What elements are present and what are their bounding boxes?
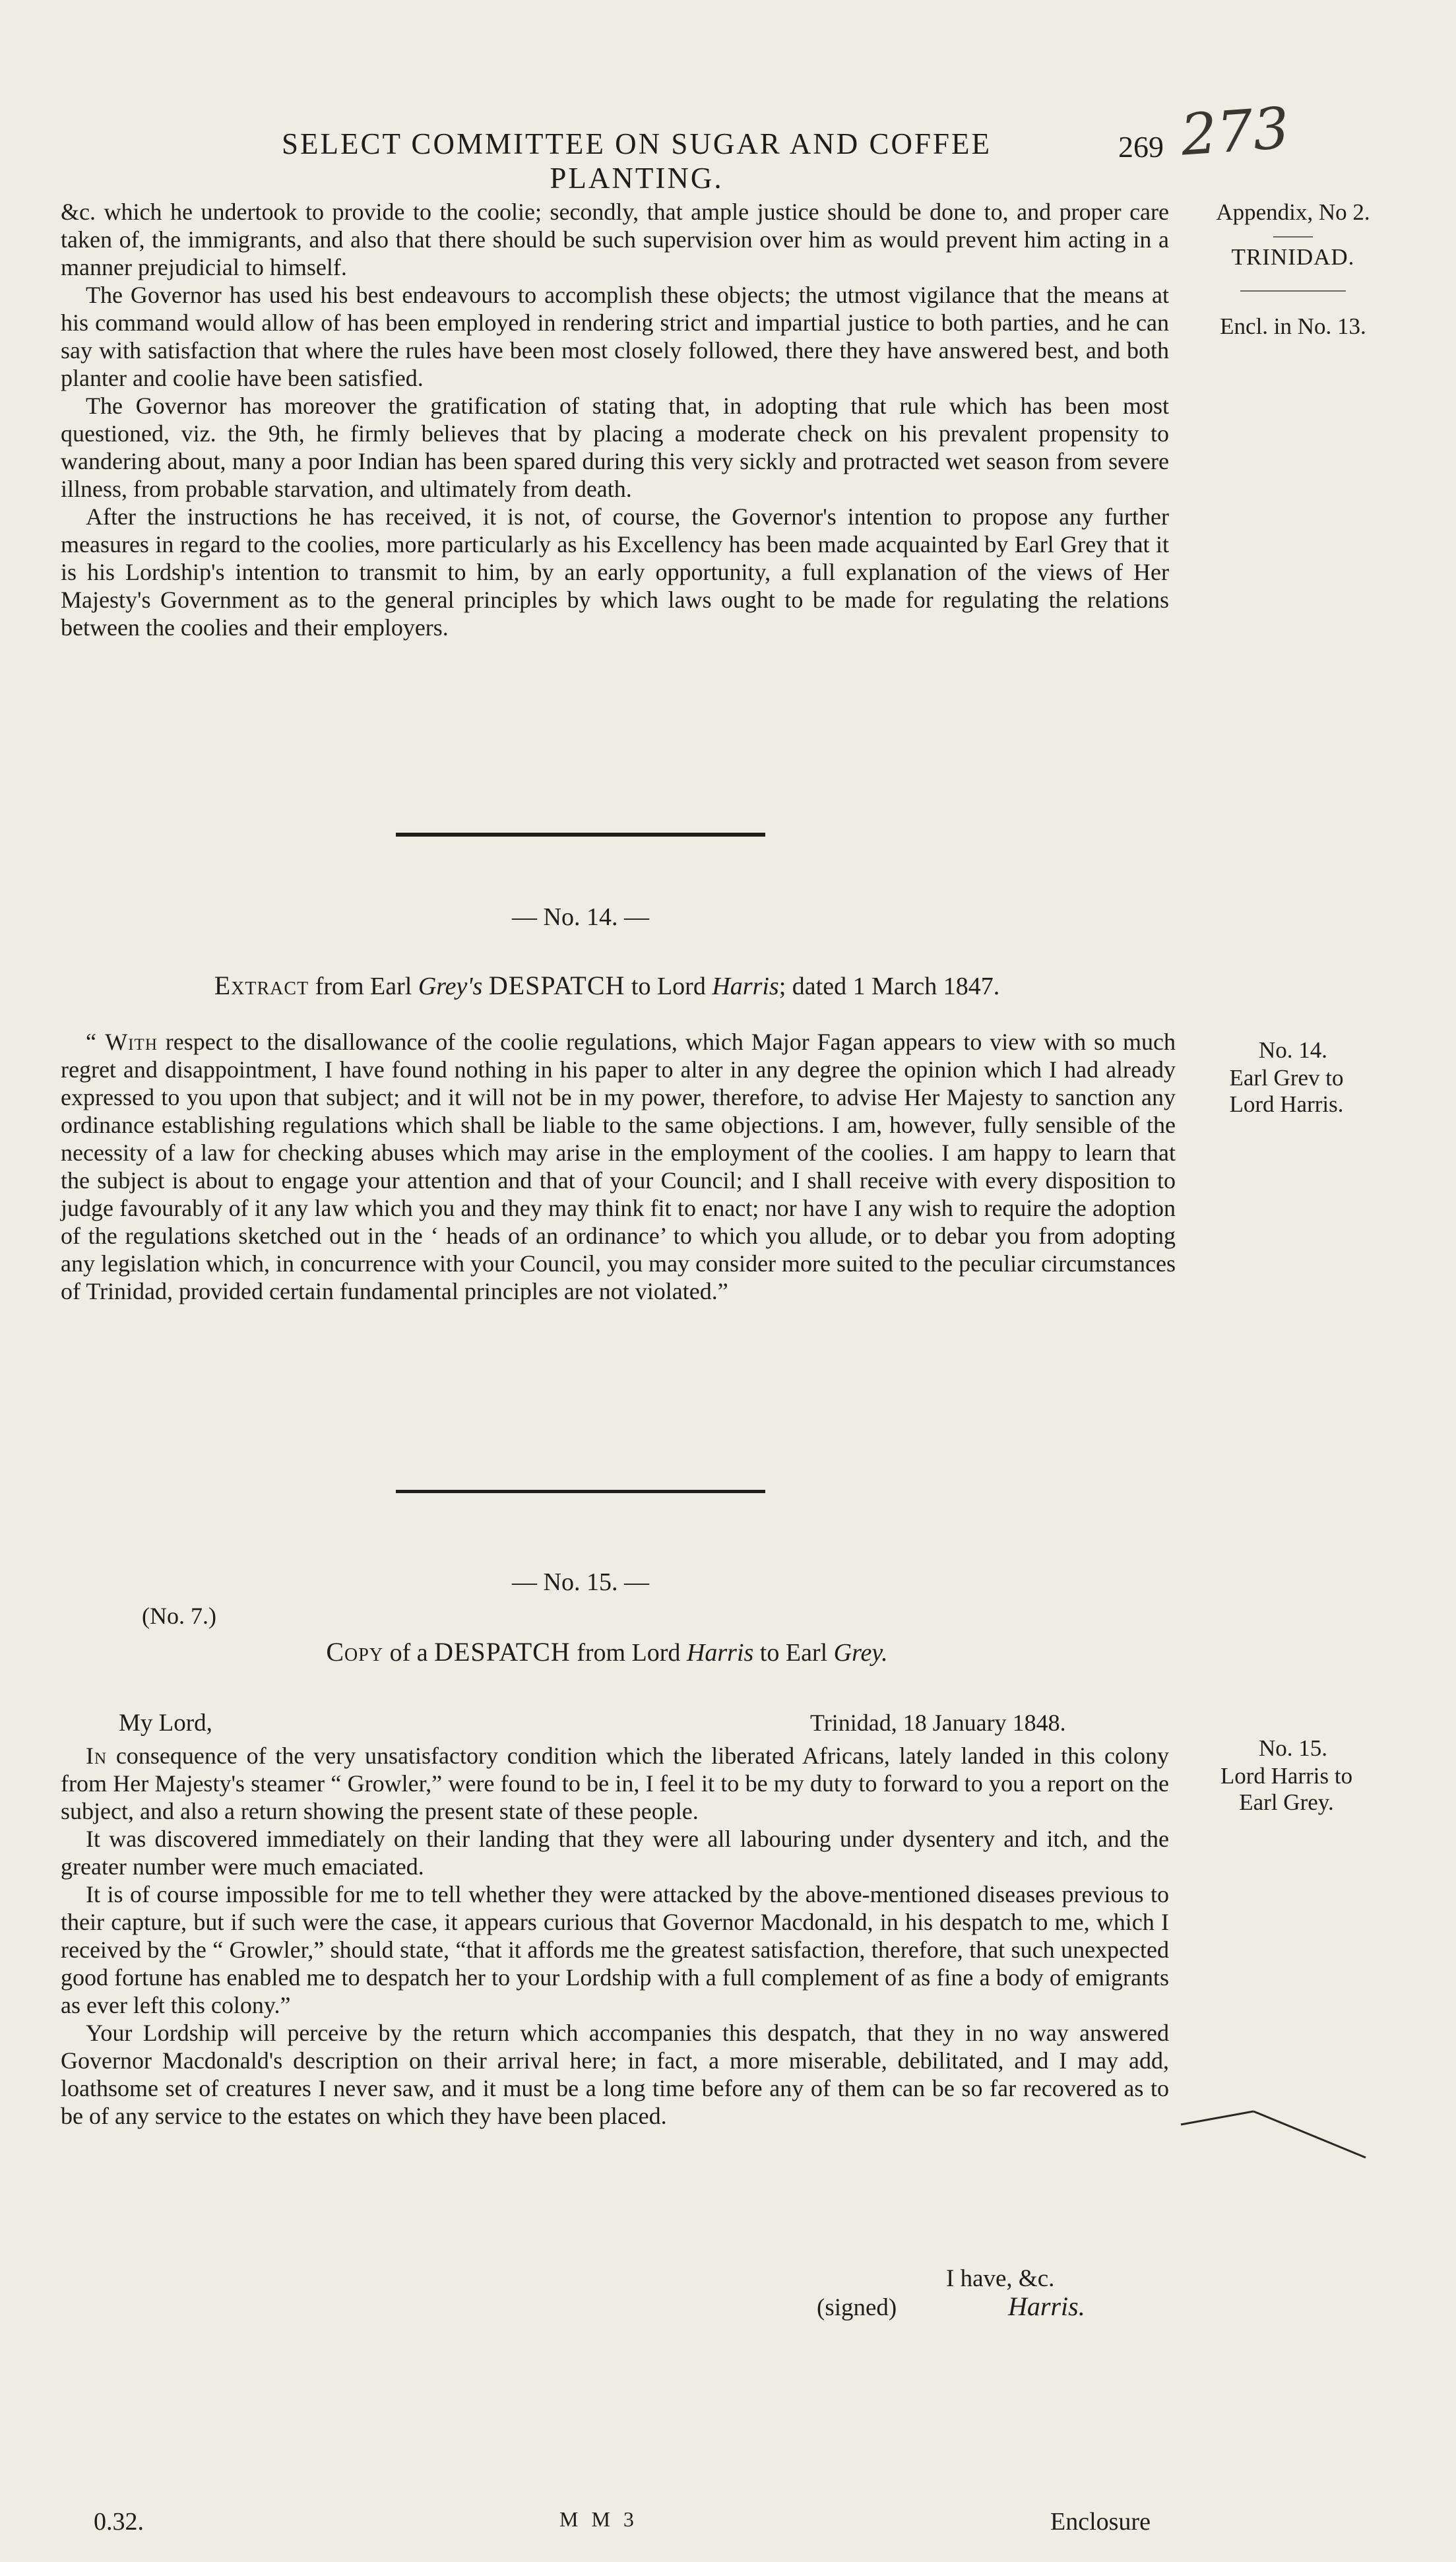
section-heading-no15: — No. 15. —	[512, 1568, 649, 1596]
no15-letter-body	[61, 1742, 1169, 2130]
margin-divider	[1273, 236, 1313, 238]
copy-word: Copy	[326, 1637, 384, 1667]
margin-appendix: Appendix, No 2.	[1216, 199, 1370, 225]
margin-no14-line2: Lord Harris.	[1229, 1091, 1344, 1117]
paragraph: After the instructions he has received, it is not, of course, the Governor's intention to propose any further measures in regard to the coolies, more particularly as his Excellency has been made acquainted by Earl Grey that it is his Lordship's intention to transmit to him, by an early opportunity, a full explanation of the views of Her Majesty's Government as to the general principles by which laws ought to be made for regulating the relations between the coolies and their employers.	[61, 503, 1169, 641]
para-lead: In	[86, 1743, 108, 1769]
title-despatch: DESPATCH	[434, 1637, 571, 1667]
footer-left: 0.32.	[94, 2508, 144, 2536]
section-heading-no14: — No. 14. —	[512, 903, 649, 931]
title-despatch: DESPATCH	[488, 971, 625, 1000]
salutation: My Lord,	[119, 1710, 212, 1737]
title-text: to Lord	[631, 973, 706, 1000]
letter-paragraph	[61, 1742, 1169, 1825]
title-text: from Lord	[577, 1639, 681, 1667]
no14-quote-block	[61, 1028, 1176, 1305]
margin-no14-line1: Earl Grev to	[1229, 1065, 1344, 1091]
closing: I have, &c.	[946, 2265, 1055, 2292]
margin-no15-line2: Earl Grey.	[1239, 1789, 1334, 1815]
title-text: from Earl	[315, 973, 412, 1000]
footer-catchword: Enclosure	[1050, 2508, 1151, 2536]
paragraph: &c. which he undertook to provide to the coolie; secondly, that ample justice should be done to, and proper care taken of, the immigrants, and also that there should be such supervision over him as would prevent him acting in a manner prejudicial to himself.	[61, 199, 1169, 280]
margin-no15: No. 15.	[1258, 1735, 1328, 1761]
margin-divider-2	[1240, 290, 1346, 292]
paragraph: The Governor has used his best endeavours to accomplish these objects; the utmost vigilance that the means at his command would allow of has been employed in rendering strict and impartial justice to both parties, and he can say with satisfaction that where the rules have been most closely followed, there they have answered best, and both planter and coolie have been satisfied.	[61, 282, 1169, 391]
section-divider	[396, 833, 765, 837]
signature: Harris.	[1008, 2291, 1085, 2321]
margin-no14: No. 14.	[1258, 1037, 1328, 1063]
title-name: Harris	[712, 973, 779, 1000]
letter-paragraph: Your Lordship will perceive by the return which accompanies this despatch, that they in no way answered Governor Macdonald's description on their arrival here; in fact, a more miserable, debilitated, and I may add, loathsome set of creatures I never saw, and it must be a long time before any of them can be so far recovered as to be of any service to the estates on which they have been placed.	[61, 2020, 1169, 2129]
footer-signature-mark: M M 3	[559, 2507, 638, 2531]
title-text: of a	[389, 1639, 428, 1667]
section-divider	[396, 1490, 765, 1493]
top-text-block	[61, 198, 1169, 641]
extract-word: Extract	[214, 971, 309, 1000]
place-date: Trinidad, 18 January 1848.	[810, 1710, 1066, 1736]
handwritten-folio-number: 273	[1178, 95, 1292, 169]
signed-label: (signed)	[817, 2294, 897, 2321]
margin-pointer-line	[1174, 2105, 1372, 2164]
despatch-number: (No. 7.)	[142, 1603, 216, 1629]
quote-body: respect to the disallowance of the coolie regulations, which Major Fagan appears to view with so much regret and disappointment, I have found nothing in his paper to alter in any degree the opinion which I had already expressed to you upon that subject; and it will not be in my power, therefore, to advise Her Majesty to sanction any ordinance establishing regulations which shall be liable to the same objections. I am, however, fully sensible of the necessity of a law for checking abuses which may arise in the employment of the coolies. I am happy to learn that the subject is about to engage your attention and that of your Council; and I shall receive with every disposition to judge favourably of it any law which you and they may think fit to enact; nor have I any wish to require the adoption of the regulations sketched out in the ‘ heads of an ordinance’ to which you allude, or to debar you from adopting any legislation which, in concurrence with your Council, you may consider more suited to the peculiar circumstances of Trinidad, provided certain fundamental principles are not violated.”	[61, 1029, 1176, 1304]
margin-colony: TRINIDAD.	[1231, 244, 1355, 270]
page-number: 269	[1118, 130, 1164, 164]
title-name: Grey's	[418, 973, 483, 1000]
letter-paragraph: It was discovered immediately on their landing that they were all labouring under dysentery and itch, and the greater number were much emaciated.	[61, 1826, 1169, 1880]
title-name: Grey.	[833, 1639, 888, 1667]
letter-paragraph: It is of course impossible for me to tell whether they were attacked by the above-mentioned diseases previous to their capture, but if such were the case, it appears curious that Governor Macdonald, in his despatch to me, which I received by the “ Growler,” should state, “that it affords me the greatest satisfaction, therefore, that such unexpected good fortune has enabled me to despatch her to your Lordship with a full complement of as fine a body of emigrants as ever left this colony.”	[61, 1881, 1169, 2018]
no15-title	[79, 1636, 1135, 1667]
title-name: Harris	[686, 1639, 754, 1667]
running-header: SELECT COMMITTEE ON SUGAR AND COFFEE PLANTING.	[282, 127, 992, 195]
title-text: to Earl	[759, 1639, 828, 1667]
margin-enclosure: Encl. in No. 13.	[1220, 313, 1366, 339]
quoted-paragraph	[61, 1028, 1176, 1305]
para-text: consequence of the very unsatisfactory condition which the liberated Africans, lately landed in this colony from Her Majesty's steamer “ Growler,” were found to be in, I feel it to be my duty to forward to you a report on the subject, and also a return showing the present state of these people.	[61, 1743, 1169, 1824]
paragraph: The Governor has moreover the gratification of stating that, in adopting that rule which has been most questioned, viz. the 9th, he firmly believes that by placing a moderate check on his prevalent propensity to wandering about, many a poor Indian has been spared during this very sickly and protracted wet season from severe illness, from probable starvation, and ultimately from death.	[61, 393, 1169, 502]
margin-no15-line1: Lord Harris to	[1220, 1763, 1353, 1789]
no14-title	[79, 970, 1135, 1001]
title-date: ; dated 1 March 1847.	[778, 973, 1000, 1000]
quote-lead: “ With	[86, 1029, 158, 1055]
